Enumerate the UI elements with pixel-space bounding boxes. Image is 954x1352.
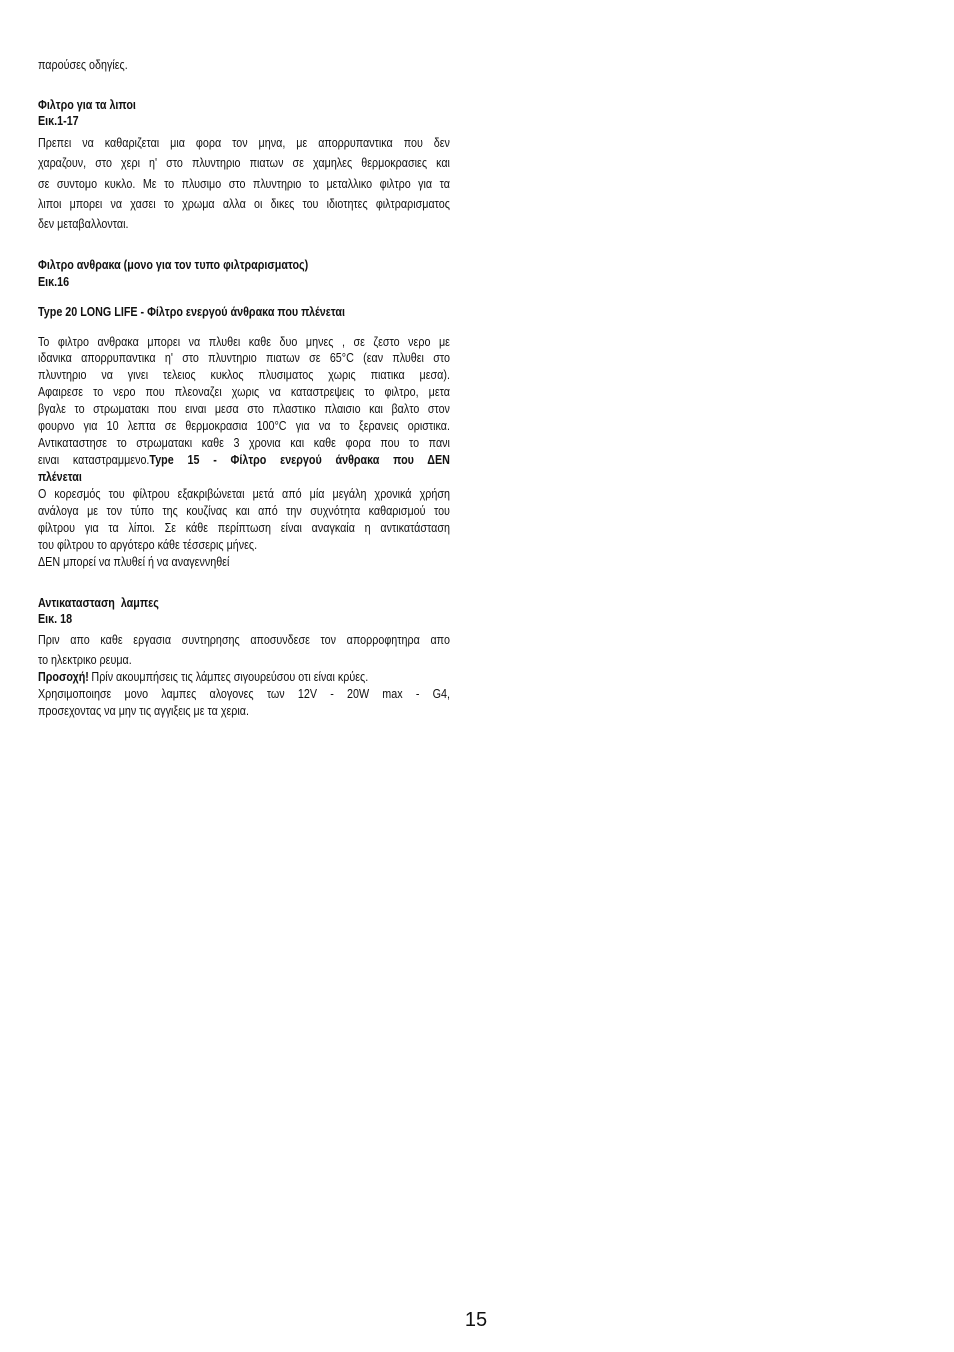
grease-filter-heading: Φιλτρο για τα λιποι: [38, 98, 136, 112]
grease-filter-text-line: χαραζουν, στο χερι η' στο πλυντηριο πιατων σε χαμηλες θερμοκρασιες και: [38, 156, 450, 170]
washable-filter-text-line: Αφαιρεσε το νερο που πλεοναζει χωρις να καταστρεψεις το φιλτρο, μετα: [38, 385, 450, 399]
caution-text: Πρίν ακουμπήσεις τις λάμπες σιγουρεύσου οτι είναι κρύες.: [91, 670, 369, 684]
non-washable-filter-text-line: ανάλογα με τον τύπο της κουζίνας και από την συχνότητα καθαρισμού του: [38, 504, 450, 518]
type20-heading: Type 20 LONG LIFE - Φίλτρο ενεργού άνθρακα που πλένεται: [38, 305, 345, 319]
washable-filter-last-text: ειναι καταστραμμενο.: [38, 453, 150, 467]
page-number: 15: [464, 1309, 488, 1331]
lamp-replacement-text-line: το ηλεκτρικο ρευμα.: [38, 653, 132, 667]
caution-line: [38, 669, 450, 685]
non-washable-filter-text-line: του φίλτρου το αργότερο κάθε τέσσερις μήνες.: [38, 538, 258, 552]
washable-filter-mixed-line: [38, 452, 450, 468]
carbon-filter-heading: Φιλτρο ανθρακα (μονο για τον τυπο φιλτραρισματος): [38, 258, 309, 272]
lamp-spec-text-line: Χρησιμοποιησε μονο λαμπες αλογονες των 12V - 20W max - G4,: [38, 687, 450, 701]
lamp-replacement-text-line: Πριν απο καθε εργασια συντηρησης αποσυνδεσε τον απορροφητηρα απο: [38, 633, 450, 647]
non-washable-filter-text-line: φίλτρου για τα λίποι. Σε κάθε περίπτωση είναι αναγκαία η αντικατάσταση: [38, 521, 450, 535]
carbon-filter-figure-ref: Εικ.16: [38, 275, 70, 289]
grease-filter-text-line: Πρεπει να καθαριζεται μια φορα τον μηνα, με απορρυπαντικα που δεν: [38, 136, 450, 150]
non-washable-filter-text-line: ΔΕΝ μπορεί να πλυθεί ή να αναγεννηθεί: [38, 555, 230, 569]
grease-filter-text-line: σε συντομο κυκλο. Με το πλυσιμο στο πλυντηριο το μεταλλικο φιλτρο για τα: [38, 177, 450, 191]
grease-filter-figure-ref: Εικ.1-17: [38, 114, 79, 128]
grease-filter-text-line: λιποι μπορει να χασει το χρωμα αλλα οι δικες του ιδιοτητες φιλτραρισματος: [38, 197, 450, 211]
washable-filter-text-line: φουρνο για 10 λεπτα σε θερμοκρασια 100°C για να το ξερανεις οριστικα.: [38, 419, 450, 433]
grease-filter-text-line: δεν μεταβαλλονται.: [38, 217, 129, 231]
washable-filter-text-line: βγαλε το στρωματακι που ειναι μεσα στο πλαστικο πλαισιο και βαλτο στον: [38, 402, 450, 416]
non-washable-filter-text-line: Ο κορεσμός του φίλτρου εξακριβώνεται μετά από μία μεγάλη χρονικά χρήση: [38, 487, 450, 501]
lamp-replacement-figure-ref: Εικ. 18: [38, 612, 73, 626]
intro-line: παρούσες οδηγίες.: [38, 58, 128, 72]
lamp-replacement-heading: Αντικατασταση λαμπες: [38, 596, 159, 610]
washable-filter-text-line: ιδανικα απορρυπαντικα η' στο πλυντηριο πιατων σε 65°C (εαν πλυθει στο: [38, 351, 450, 365]
washable-filter-text-line: Αντικαταστησε το στρωματακι καθε 3 χρονια και καθε φορα που το πανι: [38, 436, 450, 450]
type15-heading-part1: Type 15 - Φίλτρο ενεργού άνθρακα που ΔΕΝ: [149, 453, 450, 467]
washable-filter-text-line: πλυντηριο να γινει τελειος κυκλος πλυσιματος χωρις πιατικα μεσα).: [38, 368, 450, 382]
washable-filter-text-line: Το φιλτρο ανθρακα μπορει να πλυθει καθε δυο μηνες , σε ζεστο νερο με: [38, 335, 450, 349]
caution-label: Προσοχή!: [38, 670, 89, 684]
lamp-spec-text-line: προσεχοντας να μην τις αγγιξεις με τα χερια.: [38, 704, 249, 718]
type15-heading-part2: πλένεται: [38, 470, 82, 484]
